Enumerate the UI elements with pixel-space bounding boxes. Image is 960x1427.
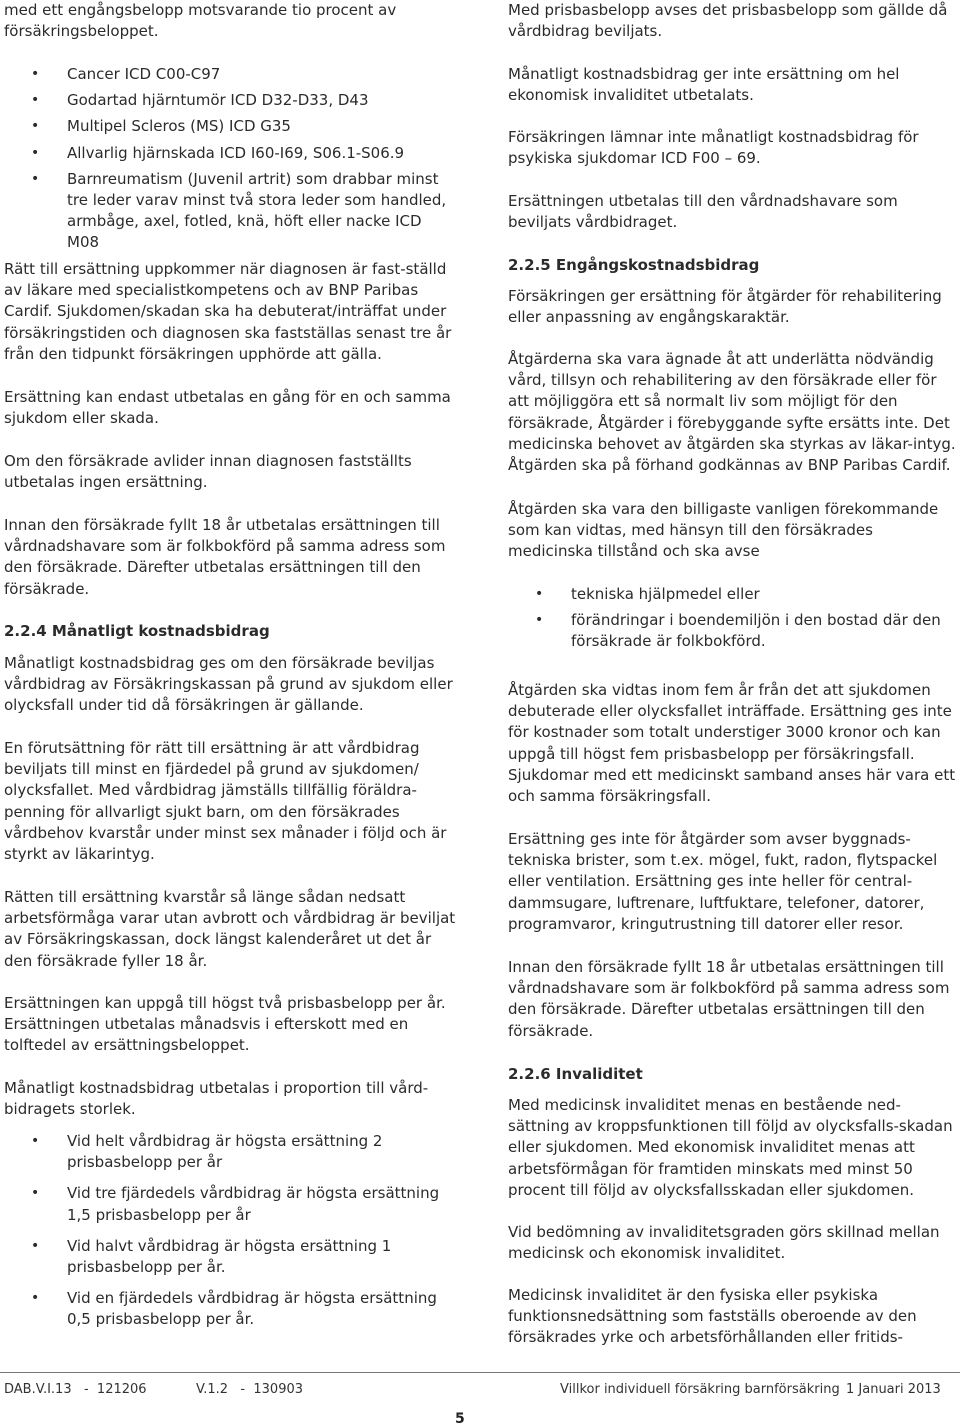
paragraph: Med prisbasbelopp avses det prisbasbelopp som gällde då vårdbidrag beviljats. — [508, 1, 948, 41]
section-heading-2-2-6: 2.2.6 Invaliditet — [508, 1065, 643, 1083]
list-item: • Vid helt vårdbidrag är högsta ersättning 2 prisbasbelopp per år — [4, 1131, 464, 1173]
section-heading-2-2-4: 2.2.4 Månatligt kostnadsbidrag — [4, 622, 270, 640]
measure-list — [508, 584, 958, 653]
page-number: 5 — [455, 1411, 465, 1427]
paragraph: Ersättningen kan uppgå till högst två prisbasbelopp per år. Ersättningen utbetalas månadsvis i efterskott med en tolftedel av ersättningsbeloppet. — [4, 994, 446, 1055]
list-item: • Godartad hjärntumör ICD D32-D33, D43 — [4, 90, 464, 111]
diagnosis-list — [4, 64, 464, 254]
footer-date: 1 Januari 2013 — [846, 1382, 941, 1397]
paragraph: Åtgärderna ska vara ägnade åt att underlätta nödvändig vård, tillsyn och rehabilitering av den försäkrade eller för att möjliggöra ett så normalt liv som möjligt för den försäkrade, Åtgärder i förebyggande syfte ersätts inte. Det medicinska behovet av åtgärden ska styrkas av läkar-intyg. Åtgärden ska på förhand godkännas av BNP Paribas Cardif. — [508, 350, 956, 475]
paragraph: Med medicinsk invaliditet menas en bestående ned-sättning av kroppsfunktionen till följd av olycksfalls-skadan eller sjukdomen. Med ekonomisk invaliditet menas att arbetsförmågan för framtiden minskats med minst 50 procent till följd av olycksfallsskadan eller sjukdomen. — [508, 1096, 953, 1199]
footer-version: V.1.2 - 130903 — [196, 1382, 304, 1397]
footer-rule — [0, 1372, 960, 1373]
list-item: • Vid tre fjärdedels vårdbidrag är högsta ersättning 1,5 prisbasbelopp per år — [4, 1183, 464, 1225]
list-item: • Vid en fjärdedels vårdbidrag är högsta ersättning 0,5 prisbasbelopp per år. — [4, 1288, 464, 1330]
list-item: • Barnreumatism (Juvenil artrit) som drabbar minst tre leder varav minst två stora leder som handled, armbåge, axel, fotled, knä, höft eller nacke ICD M08 — [4, 169, 464, 254]
paragraph: Månatligt kostnadsbidrag ges om den försäkrade beviljas vårdbidrag av Försäkringskassan på grund av sjukdom eller olycksfall under tid då försäkringen är gällande. — [4, 654, 453, 715]
paragraph: Månatligt kostnadsbidrag utbetalas i proportion till vård-bidragets storlek. — [4, 1079, 429, 1119]
paragraph: En förutsättning för rätt till ersättning är att vårdbidrag beviljats till minst en fjärdedel på grund av sjukdomen/ olycksfallet. Med vårdbidrag jämställs tillfällig föräldra-penning för allvarligt sjukt barn, om den försäkrades vårdbehov kvarstår under minst sex månader i följd och är styrkt av läkarintyg. — [4, 739, 447, 864]
list-item: • Cancer ICD C00-C97 — [4, 64, 464, 85]
paragraph: Medicinsk invaliditet är den fysiska eller psykiska funktionsnedsättning som fastställs oberoende av den försäkrades yrke och arbetsförhållanden eller fritids- — [508, 1286, 917, 1347]
paragraph: Ersättning ges inte för åtgärder som avser byggnads-tekniska brister, som t.ex. mögel, fukt, radon, flytspackel eller ventilation. Ersättning ges inte heller för central-dammsugare, luftrenare, luftfuktare, telefoner, datorer, programvaror, kringutrustning till datorer eller resor. — [508, 830, 938, 933]
paragraph: Åtgärden ska vidtas inom fem år från det att sjukdomen debuterade eller olycksfallet inträffade. Ersättning ges inte för kostnader som totalt understiger 3000 kronor och kan uppgå till högst fem prisbasbelopp per försäkringsfall. Sjukdomar med ett medicinskt samband anses här vara ett och samma försäkringsfall. — [508, 681, 956, 806]
list-item: • Allvarlig hjärnskada ICD I60-I69, S06.1-S06.9 — [4, 143, 464, 164]
diagnosis-rule-paragraph: Rätt till ersättning uppkommer när diagnosen är fast-ställd av läkare med specialistkompetens och av BNP Paribas Cardif. Sjukdomen/skadan ska ha debuterat/inträffat under försäkringstiden och diagnosen ska fastställas senast tre år från den tidpunkt försäkringen upphörde att gälla. — [4, 260, 452, 363]
paragraph: Försäkringen lämnar inte månatligt kostnadsbidrag för psykiska sjukdomar ICD F00 – 69. — [508, 128, 919, 168]
paragraph: Åtgärden ska vara den billigaste vanligen förekommande som kan vidtas, med hänsyn till den försäkrades medicinska tillstånd och ska avse — [508, 500, 939, 561]
intro-paragraph: med ett engångsbelopp motsvarande tio procent av försäkringsbeloppet. — [4, 1, 397, 41]
paragraph: Rätten till ersättning kvarstår så länge sådan nedsatt arbetsförmåga varar utan avbrott och vårdbidrag är beviljat av Försäkringskassan, dock längst kalenderåret ut det år den försäkrade fyller 18 år. — [4, 888, 456, 970]
paragraph: Månatligt kostnadsbidrag ger inte ersättning om hel ekonomisk invaliditet utbetalats. — [508, 65, 900, 105]
list-item: • Vid halvt vårdbidrag är högsta ersättning 1 prisbasbelopp per år. — [4, 1236, 464, 1278]
list-item: • Multipel Scleros (MS) ICD G35 — [4, 116, 464, 137]
paragraph: Vid bedömning av invaliditetsgraden görs skillnad mellan medicinsk och ekonomisk invaliditet. — [508, 1223, 940, 1263]
section-heading-2-2-5: 2.2.5 Engångskostnadsbidrag — [508, 256, 760, 274]
paragraph: Om den försäkrade avlider innan diagnosen fastställts utbetalas ingen ersättning. — [4, 452, 412, 492]
paragraph: Innan den försäkrade fyllt 18 år utbetalas ersättningen till vårdnadshavare som är folkbokförd på samma adress som den försäkrade. Därefter utbetalas ersättningen till den försäkrade. — [508, 958, 950, 1040]
paragraph: Ersättning kan endast utbetalas en gång för en och samma sjukdom eller skada. — [4, 388, 451, 428]
rate-list — [4, 1131, 464, 1331]
footer-doc-code: DAB.V.I.13 - 121206 — [4, 1382, 147, 1397]
paragraph: Försäkringen ger ersättning för åtgärder för rehabilitering eller anpassning av engångskaraktär. — [508, 287, 942, 327]
list-item: • tekniska hjälpmedel eller — [508, 584, 958, 605]
paragraph: Innan den försäkrade fyllt 18 år utbetalas ersättningen till vårdnadshavare som är folkbokförd på samma adress som den försäkrade. Därefter utbetalas ersättningen till den försäkrade. — [4, 516, 446, 598]
paragraph: Ersättningen utbetalas till den vårdnadshavare som beviljats vårdbidraget. — [508, 192, 898, 232]
list-item: • förändringar i boendemiljön i den bostad där den försäkrade är folkbokförd. — [508, 610, 958, 652]
page-footer — [0, 1372, 960, 1427]
footer-title: Villkor individuell försäkring barnförsäkring — [560, 1382, 840, 1397]
